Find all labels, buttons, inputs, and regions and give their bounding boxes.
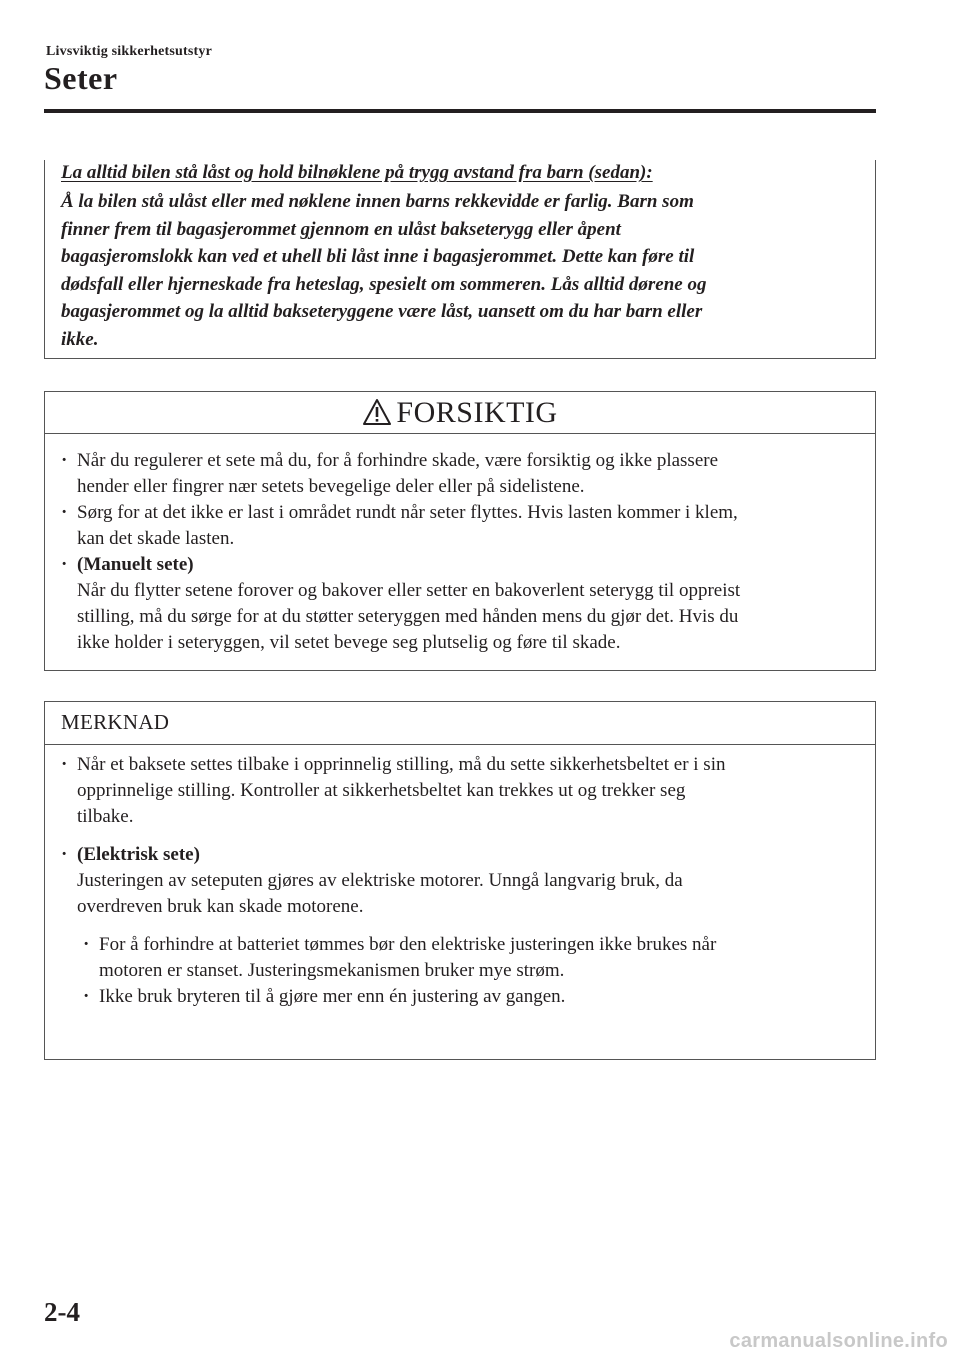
note-header bbox=[45, 702, 875, 745]
item-heading: (Elektrisk sete) bbox=[77, 844, 200, 865]
caution-box bbox=[44, 391, 876, 671]
bullet-icon: · bbox=[61, 450, 68, 471]
note-sublist bbox=[59, 932, 725, 1010]
bullet-icon: · bbox=[83, 934, 90, 955]
item-heading: (Manuelt sete) bbox=[77, 554, 194, 575]
warning-body bbox=[61, 188, 861, 353]
warning-line: bagasjeromslokk kan ved et uhell bli låst inne i bagasjerommet. Dette kan føre til bbox=[61, 246, 695, 267]
warning-triangle-icon bbox=[362, 398, 392, 426]
note-item: · (Elektrisk sete) Justeringen av seteputen gjøres av elektriske motorer. Unngå langvarig bruk, da overdreven bruk kan skade motorene. bbox=[59, 842, 725, 920]
warning-box bbox=[44, 160, 876, 359]
warning-line: finner frem til bagasjerommet gjennom en ulåst bakseterygg eller åpent bbox=[61, 218, 621, 240]
warning-line: ikke. bbox=[61, 328, 99, 350]
bullet-icon: · bbox=[61, 502, 68, 523]
note-subitem: · Ikke bruk bryteren til å gjøre mer enn én justering av gangen. bbox=[81, 984, 725, 1010]
note-subitem: · For å forhindre at batteriet tømmes bør den elektriske justeringen ikke brukes når motoren er stanset. Justeringsmekanismen bruker mye strøm. bbox=[83, 934, 717, 981]
page-title: Seter bbox=[44, 60, 118, 96]
note-title: MERKNAD bbox=[61, 710, 170, 734]
caution-list bbox=[59, 448, 740, 656]
note-box bbox=[44, 701, 876, 1060]
caution-item: · (Manuelt sete) Når du flytter setene forover og bakover eller setter en bakoverlent seterygg til oppreist stilling, må du sørge for at du støtter seteryggen med hånden mens du gjør det. Hvis du ikke holder i seteryggen, vil setet bevege seg plutselig og føre til skade. bbox=[61, 554, 741, 653]
caution-header bbox=[45, 392, 875, 434]
note-list bbox=[59, 752, 725, 1010]
bullet-icon: · bbox=[61, 844, 68, 865]
warning-heading: La alltid bilen stå låst og hold bilnøklene på trygg avstand fra barn (sedan): bbox=[61, 162, 653, 183]
caution-item: · Når du regulerer et sete må du, for å forhindre skade, være forsiktig og ikke plassere hender eller fingrer nær setets bevegelige deler eller på sidelistene. bbox=[61, 450, 719, 497]
bullet-icon: · bbox=[61, 554, 68, 575]
warning-line: Å la bilen stå ulåst eller med nøklene innen barns rekkevidde er farlig. Barn som bbox=[61, 191, 694, 212]
watermark: carmanualsonline.info bbox=[729, 1330, 948, 1352]
section-label: Livsviktig sikkerhetsutstyr bbox=[46, 44, 213, 59]
bullet-icon: · bbox=[83, 986, 90, 1007]
bullet-icon: · bbox=[61, 754, 68, 775]
warning-line: bagasjerommet og la alltid bakseteryggene være låst, uansett om du har barn eller bbox=[61, 301, 703, 322]
title-rule bbox=[44, 109, 876, 113]
page-number: 2-4 bbox=[44, 1297, 80, 1327]
note-item: · Når et baksete settes tilbake i opprinnelig stilling, må du sette sikkerhetsbeltet er i sin opprinnelige stilling. Kontroller at sikkerhetsbeltet kan trekkes ut og trekker seg tilbake. bbox=[61, 754, 726, 827]
caution-title: FORSIKTIG bbox=[396, 395, 558, 429]
warning-line: dødsfall eller hjerneskade fra heteslag, spesielt om sommeren. Lås alltid dørene og bbox=[61, 273, 707, 295]
caution-item: · Sørg for at det ikke er last i området rundt når seter flyttes. Hvis lasten kommer i klem, kan det skade lasten. bbox=[61, 502, 738, 549]
